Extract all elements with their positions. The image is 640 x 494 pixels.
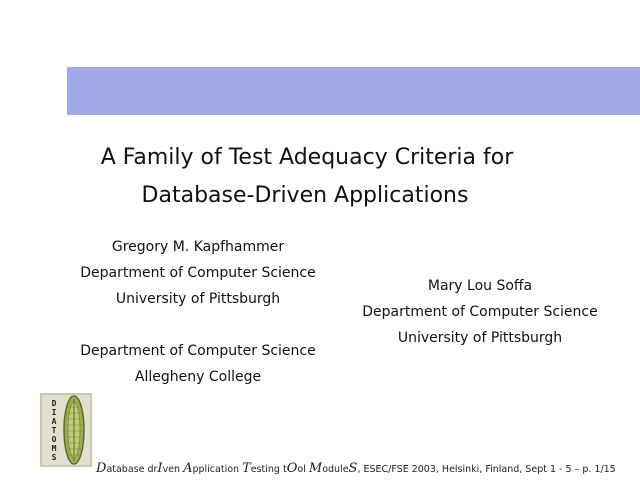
diatoms-logo [40, 393, 92, 467]
footer-citation: Database drIven Application Testing tOol ModuleS, ESEC/FSE 2003, Helsinki, Finland, Sept 1 - 5 – p. 1/15 [96, 461, 616, 476]
author-soffa-block [335, 273, 625, 351]
slide-title-line-1: A Family of Test Adequacy Criteria for [100, 145, 514, 170]
slide-title-line-2: Database-Driven Applications [141, 183, 469, 208]
author-department: Department of Computer Science [362, 304, 598, 320]
author-department: Department of Computer Science [80, 265, 316, 281]
author-university: University of Pittsburgh [397, 330, 563, 346]
author-name: Mary Lou Soffa [427, 278, 533, 294]
diatoms-letters: D I A T O M S [51, 399, 57, 462]
author-college: Allegheny College [134, 369, 262, 385]
header-band [67, 67, 640, 115]
diatom-icon [40, 393, 92, 467]
author-university: University of Pittsburgh [115, 291, 281, 307]
author-kapfhammer-block [58, 234, 338, 390]
author-department-2: Department of Computer Science [80, 343, 316, 359]
author-name: Gregory M. Kapfhammer [111, 239, 285, 255]
